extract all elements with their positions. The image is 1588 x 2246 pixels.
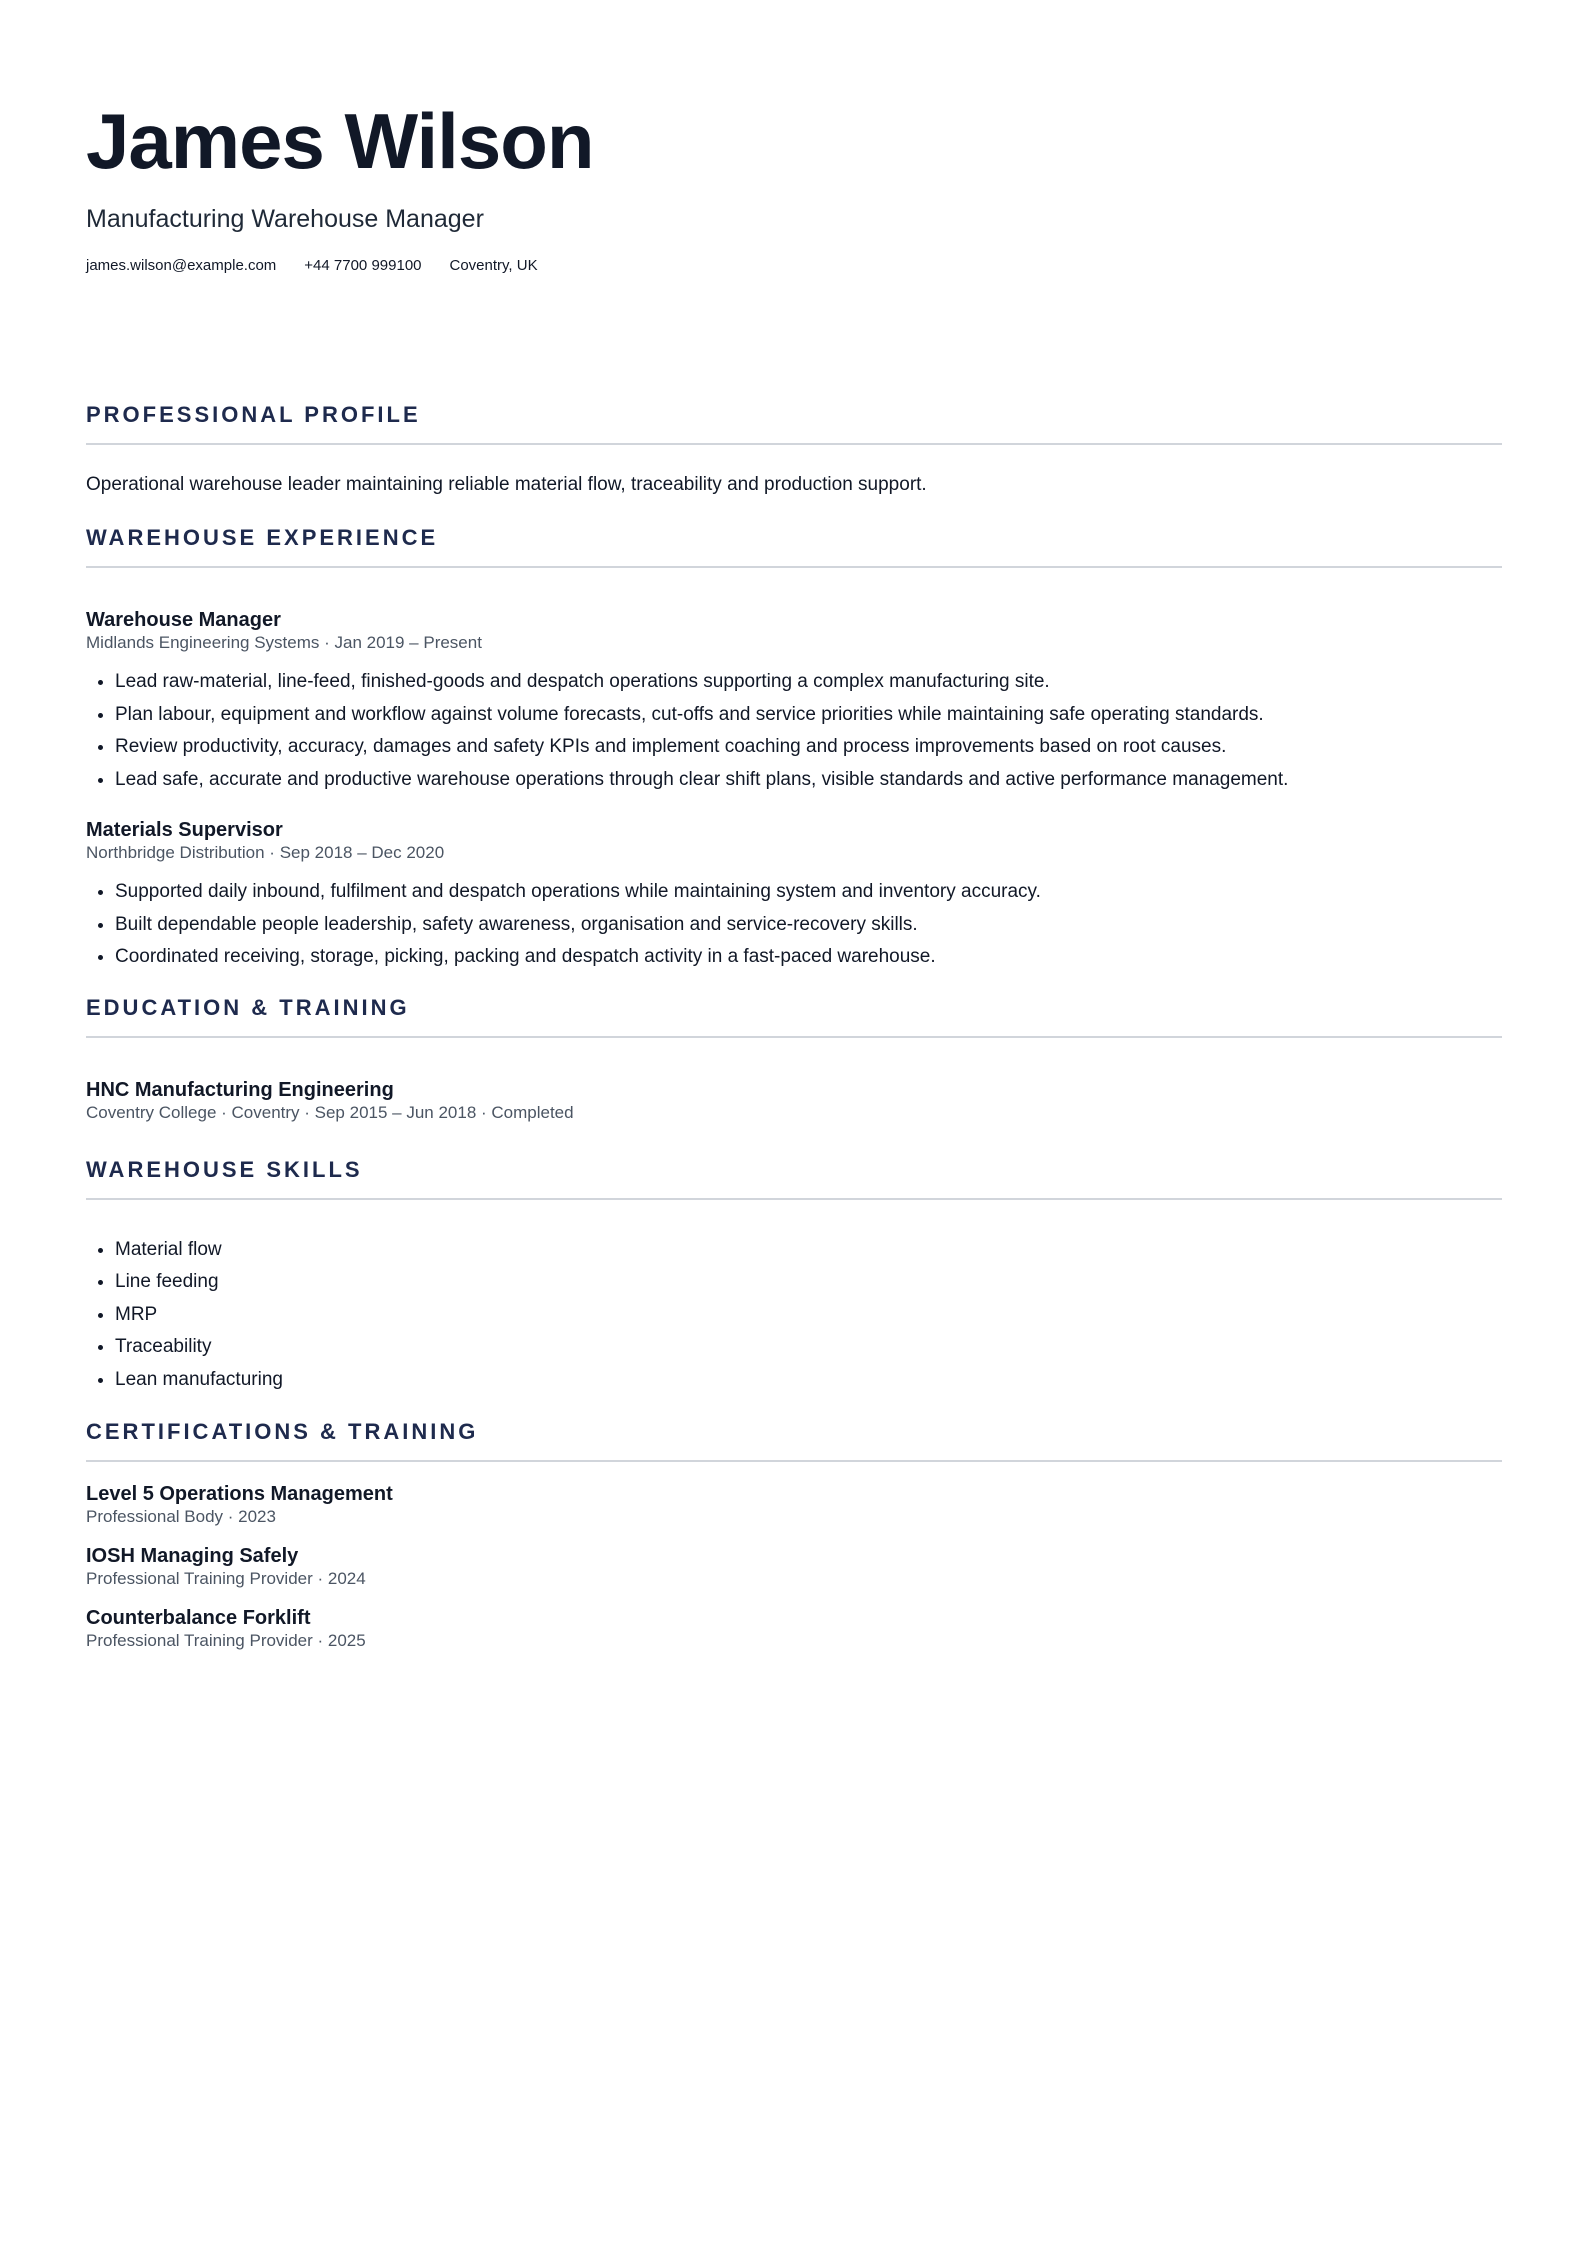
skill-item: • Material flow xyxy=(115,1234,1502,1267)
skills-section xyxy=(86,1156,1502,1397)
cert-meta: Professional Training Provider · 2024 xyxy=(86,1569,366,1588)
education-degree: HNC Manufacturing Engineering xyxy=(86,1078,394,1101)
list-item: • Lead raw-material, line-feed, finished-goods and despatch operations supporting a complex manufacturing site. xyxy=(115,666,1502,699)
contact-phone: +44 7700 999100 xyxy=(304,257,422,274)
experience-section xyxy=(86,524,1502,974)
list-item: • Review productivity, accuracy, damages and safety KPIs and implement coaching and process improvements based on root causes. xyxy=(115,731,1502,764)
cert-entry xyxy=(86,1482,1502,1528)
skill-item: • Lean manufacturing xyxy=(115,1364,1502,1397)
cert-meta: Professional Body · 2023 xyxy=(86,1507,276,1526)
list-item: • Coordinated receiving, storage, picking, packing and despatch activity in a fast-paced warehouse. xyxy=(115,941,1502,974)
resume-header xyxy=(86,0,1502,276)
cert-entry xyxy=(86,1544,1502,1590)
list-item: • Built dependable people leadership, safety awareness, organisation and service-recovery skills. xyxy=(115,909,1502,942)
section-title-profile: PROFESSIONAL PROFILE xyxy=(86,401,1502,445)
candidate-headline: Manufacturing Warehouse Manager xyxy=(86,205,484,233)
education-section xyxy=(86,994,1502,1124)
skill-item: • Line feeding xyxy=(115,1266,1502,1299)
list-item: • Lead safe, accurate and productive warehouse operations through clear shift plans, visible standards and active performance management. xyxy=(115,764,1502,797)
skill-item: • Traceability xyxy=(115,1331,1502,1364)
education-meta: Coventry College · Coventry · Sep 2015 – Jun 2018 · Completed xyxy=(86,1102,574,1122)
profile-section xyxy=(86,401,1502,498)
cert-meta: Professional Training Provider · 2025 xyxy=(86,1631,366,1650)
job-entry xyxy=(86,818,1502,974)
contact-line xyxy=(86,256,1502,276)
skill-item: • MRP xyxy=(115,1299,1502,1332)
cert-name: IOSH Managing Safely xyxy=(86,1545,299,1567)
profile-summary: Operational warehouse leader maintaining reliable material flow, traceability and production support. xyxy=(86,474,927,495)
job-bullets xyxy=(86,666,1502,796)
section-title-experience: WAREHOUSE EXPERIENCE xyxy=(86,524,1502,568)
certifications-section xyxy=(86,1418,1502,1652)
list-item: • Supported daily inbound, fulfilment and despatch operations while maintaining system and inventory accuracy. xyxy=(115,876,1502,909)
list-item: • Plan labour, equipment and workflow against volume forecasts, cut-offs and service priorities while maintaining safe operating standards. xyxy=(115,699,1502,732)
job-meta: Northbridge Distribution · Sep 2018 – Dec 2020 xyxy=(86,843,445,862)
job-title: Warehouse Manager xyxy=(86,609,281,631)
section-title-skills: WAREHOUSE SKILLS xyxy=(86,1156,1502,1200)
contact-email: james.wilson@example.com xyxy=(86,257,277,274)
section-title-certifications: CERTIFICATIONS & TRAINING xyxy=(86,1418,1502,1462)
job-entry xyxy=(86,608,1502,796)
job-bullets xyxy=(86,876,1502,974)
cert-name: Counterbalance Forklift xyxy=(86,1607,311,1629)
candidate-name: James Wilson xyxy=(86,97,594,185)
education-entry xyxy=(86,1078,1502,1124)
job-title: Materials Supervisor xyxy=(86,819,283,841)
job-meta: Midlands Engineering Systems · Jan 2019 – Present xyxy=(86,633,482,652)
section-title-education: EDUCATION & TRAINING xyxy=(86,994,1502,1038)
contact-location: Coventry, UK xyxy=(449,257,538,274)
cert-name: Level 5 Operations Management xyxy=(86,1483,393,1505)
cert-entry xyxy=(86,1606,1502,1652)
skills-list xyxy=(86,1234,1502,1397)
